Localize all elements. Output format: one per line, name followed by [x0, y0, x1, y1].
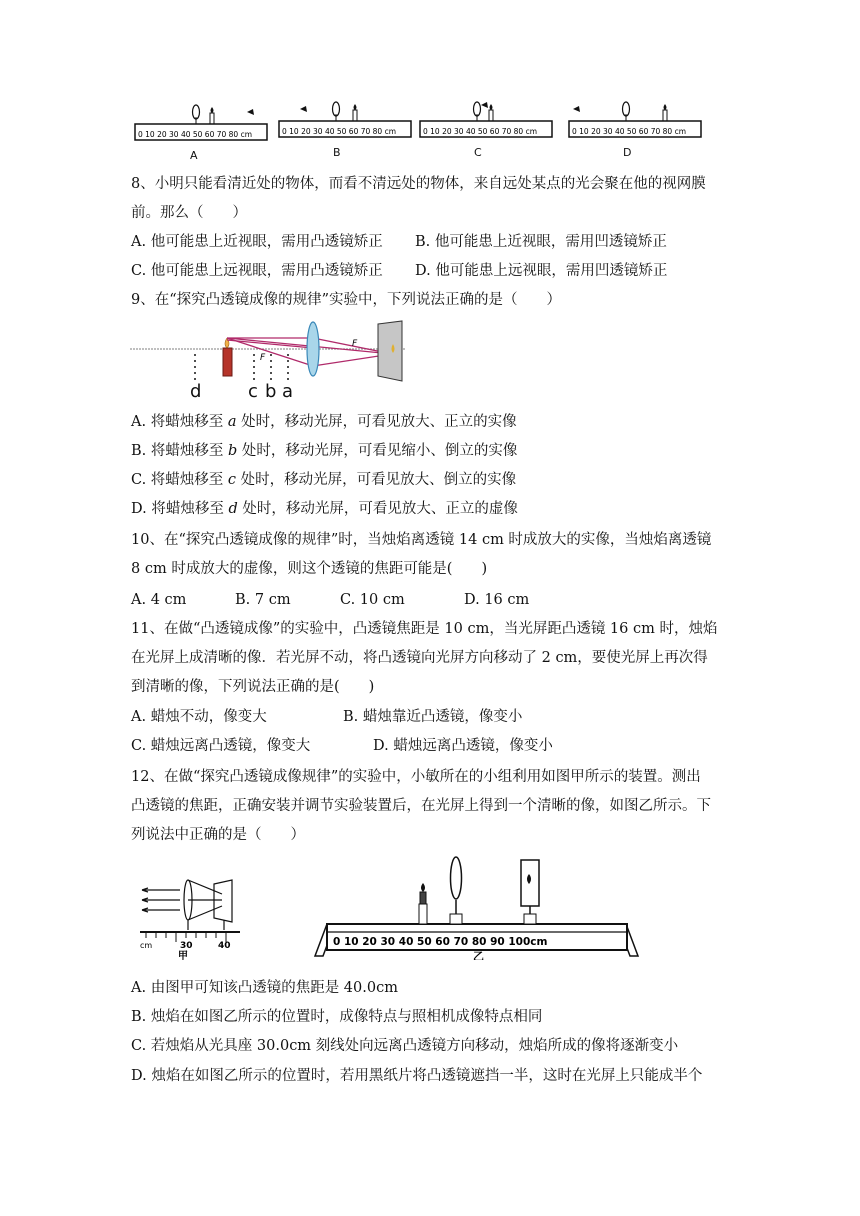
fig-jia-tick-40: 40: [218, 941, 231, 951]
fig-jia-unit: cm: [140, 941, 153, 950]
q8-option-d[interactable]: D. 他可能患上远视眼，需用凹透镜矫正: [415, 263, 668, 279]
q12-figure-jia: [140, 872, 240, 960]
bench-figure-b: [278, 100, 412, 140]
ruler-text: 0 10 20 30 40 50 60 70 80 cm: [282, 127, 397, 136]
q9-option-c[interactable]: C. 将蜡烛移至 c 处时，移动光屏，可看见放大、倒立的实像: [131, 472, 517, 488]
bench-figure-c: [419, 100, 553, 140]
q11-option-b[interactable]: B. 蜡烛靠近凸透镜，像变小: [343, 709, 523, 725]
fig-yi-label: 乙: [473, 950, 484, 960]
q10-stem-line1: 10、在“探究凸透镜成像的规律”时，当烛焰离透镜 14 cm 时成放大的实像，当烛焰离透镜: [131, 532, 712, 548]
q12-option-a[interactable]: A. 由图甲可知该凸透镜的焦距是 40.0cm: [131, 980, 398, 996]
q9-point-label-b: b: [265, 381, 277, 402]
q10-option-b[interactable]: B. 7 cm: [235, 592, 291, 608]
q8-stem-line2: 前。那么（ ）: [131, 205, 247, 221]
q8-stem-line1: 8、小明只能看清近处的物体，而看不清远处的物体，来自远处某点的光会聚在他的视网膜: [131, 176, 706, 192]
option-label-b: B: [333, 146, 341, 159]
bench-figure-a: [134, 103, 268, 143]
q9-point-label-a: a: [282, 381, 294, 402]
q12-option-c[interactable]: C. 若烛焰从光具座 30.0cm 刻线处向远离凸透镜方向移动，烛焰所成的像将逐渐变小: [131, 1038, 679, 1054]
ruler-text: 0 10 20 30 40 50 60 70 80 cm: [572, 127, 687, 136]
fig-jia-label: 甲: [178, 951, 188, 960]
q9-option-d[interactable]: D. 将蜡烛移至 d 处时，移动光屏，可看见放大、正立的虚像: [131, 501, 518, 517]
q9-option-b[interactable]: B. 将蜡烛移至 b 处时，移动光屏，可看见缩小、倒立的实像: [131, 443, 518, 459]
q10-option-c[interactable]: C. 10 cm: [340, 592, 405, 608]
q12-option-d[interactable]: D. 烛焰在如图乙所示的位置时，若用黑纸片将凸透镜遮挡一半，这时在光屏上只能成半个: [131, 1068, 703, 1084]
fig-jia-tick-30: 30: [180, 941, 193, 951]
q8-option-a[interactable]: A. 他可能患上近视眼，需用凸透镜矫正: [131, 234, 383, 250]
q11-option-d[interactable]: D. 蜡烛远离凸透镜，像变小: [373, 738, 553, 754]
fig-yi-ruler-text: 0 10 20 30 40 50 60 70 80 90 100cm: [333, 936, 548, 948]
focal-label-right: F: [352, 339, 358, 349]
q10-option-d[interactable]: D. 16 cm: [464, 592, 530, 608]
option-label-d: D: [623, 146, 632, 159]
q11-stem-line2: 在光屏上成清晰的像．若光屏不动，将凸透镜向光屏方向移动了 2 cm，要使光屏上再次得: [131, 650, 708, 666]
q10-stem-line2: 8 cm 时成放大的虚像，则这个透镜的焦距可能是( ): [131, 561, 488, 577]
q11-option-c[interactable]: C. 蜡烛远离凸透镜，像变大: [131, 738, 311, 754]
q12-stem-line3: 列说法中正确的是（ ）: [131, 827, 305, 843]
q9-point-label-c: c: [248, 381, 258, 402]
q9-point-label-d: d: [190, 381, 202, 402]
q8-option-b[interactable]: B. 他可能患上近视眼，需用凹透镜矫正: [415, 234, 667, 250]
q9-lens-figure: [130, 318, 420, 384]
q9-stem: 9、在“探究凸透镜成像的规律”实验中，下列说法正确的是（ ）: [131, 292, 562, 308]
q12-stem-line2: 凸透镜的焦距，正确安装并调节实验装置后，在光屏上得到一个清晰的像，如图乙所示。下: [131, 798, 711, 814]
bench-figure-d: [568, 100, 702, 140]
q12-option-b[interactable]: B. 烛焰在如图乙所示的位置时，成像特点与照相机成像特点相同: [131, 1009, 543, 1025]
options-figure-row: [130, 95, 710, 165]
q11-stem-line3: 到清晰的像，下列说法正确的是( ): [131, 679, 375, 695]
ruler-text: 0 10 20 30 40 50 60 70 80 cm: [423, 127, 538, 136]
option-label-a: A: [190, 149, 198, 162]
ruler-text: 0 10 20 30 40 50 60 70 80 cm: [138, 130, 253, 139]
q9-option-a[interactable]: A. 将蜡烛移至 a 处时，移动光屏，可看见放大、正立的实像: [131, 414, 517, 430]
option-label-c: C: [474, 146, 482, 159]
q11-option-a[interactable]: A. 蜡烛不动，像变大: [131, 709, 267, 725]
q10-option-a[interactable]: A. 4 cm: [131, 592, 187, 608]
q11-stem-line1: 11、在做“凸透镜成像”的实验中，凸透镜焦距是 10 cm，当光屏距凸透镜 16 cm 时，烛焰: [131, 621, 718, 637]
q12-figure-yi: [313, 852, 643, 960]
q8-option-c[interactable]: C. 他可能患上远视眼，需用凸透镜矫正: [131, 263, 383, 279]
focal-label-left: F: [260, 353, 266, 363]
q12-stem-line1: 12、在做“探究凸透镜成像规律”的实验中，小敏所在的小组利用如图甲所示的装置。测出: [131, 769, 701, 785]
